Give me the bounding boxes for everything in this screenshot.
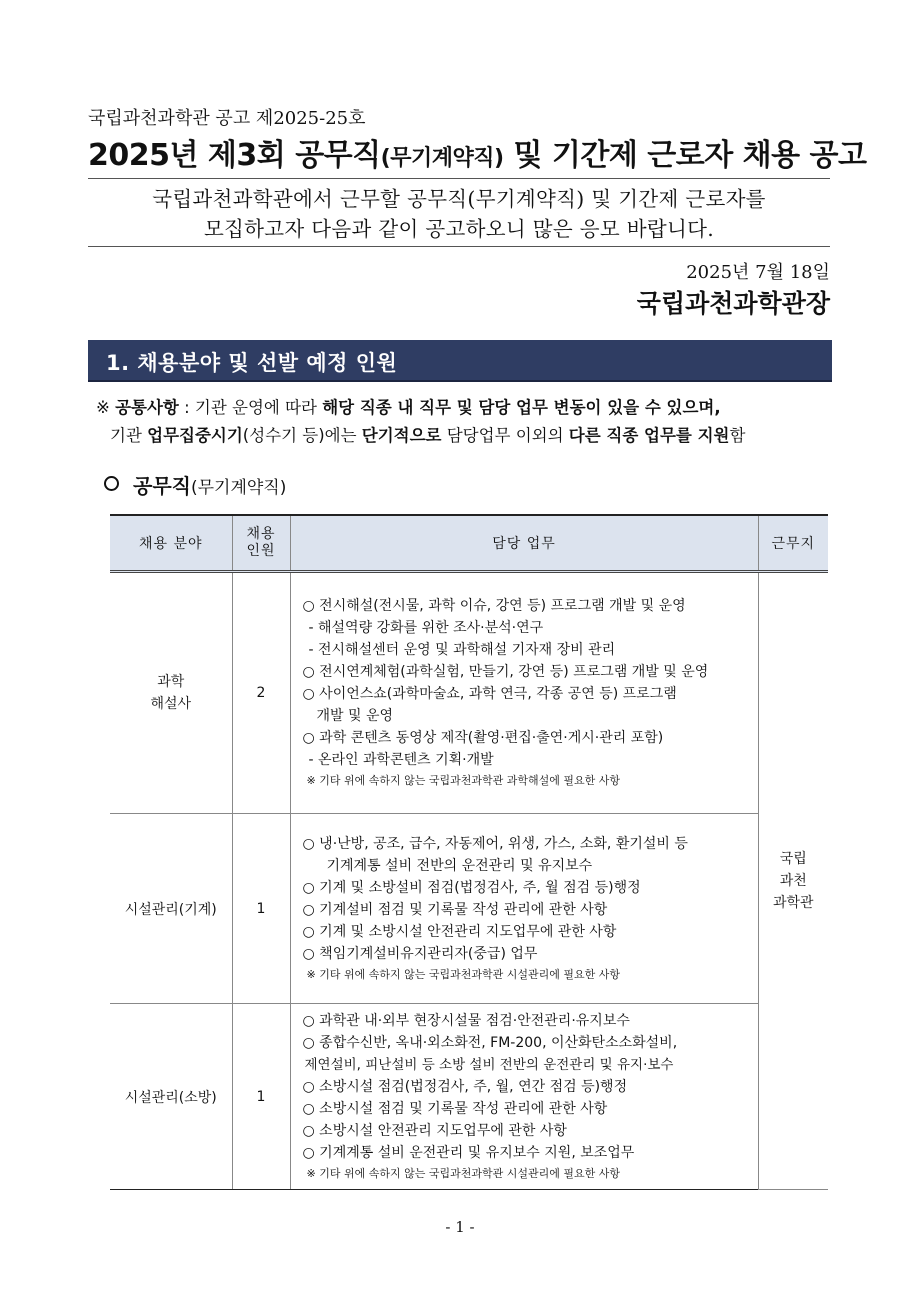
note-emphasis: 업무집중시기 (147, 426, 243, 445)
subsection-label: 공무직 (133, 474, 191, 498)
section-title: 1. 채용분야 및 선발 예정 인원 (106, 351, 398, 375)
note-text: : 기관 운영에 따라 (178, 398, 323, 417)
notice-date: 2025년 7월 18일 (686, 262, 830, 283)
intro-line-1: 국립과천과학관에서 근무할 공무직(무기계약직) 및 기간제 근로자를 (152, 187, 766, 211)
intro-paragraph (88, 184, 830, 244)
header-place: 근무지 (758, 515, 828, 572)
place-cell (758, 572, 828, 1190)
duties-cell (290, 1004, 758, 1190)
header-field: 채용 분야 (110, 515, 232, 572)
common-note-line-1 (96, 394, 745, 422)
duty-note: ※ 기타 위에 속하지 않는 국립과천과학관 시설관리에 필요한 사항 (306, 1166, 620, 1180)
header-count-line: 채용 (246, 526, 276, 542)
subsection-paren: (무기계약직) (190, 478, 287, 498)
note-label: 공통사항 (115, 398, 179, 417)
duty-item: 개발 및 운영 (316, 708, 394, 724)
subsection-heading (104, 470, 286, 499)
title-tail: 및 기간제 근로자 채용 공고 (503, 138, 867, 173)
count-cell: 1 (232, 1004, 290, 1190)
place-line: 국립 (779, 851, 807, 867)
circle-bullet-icon (104, 476, 119, 491)
header-count-line: 인원 (246, 543, 276, 559)
place-line: 과천 (779, 873, 807, 889)
note-emphasis: 단기적으로 (361, 426, 442, 445)
title-rule-top (88, 178, 830, 179)
duty-item: ○ 냉·난방, 공조, 급수, 자동제어, 위생, 가스, 소화, 환기설비 등 (302, 835, 688, 852)
header-count (232, 515, 290, 572)
duties-cell (290, 572, 758, 814)
title-paren: (무기계약직) (380, 146, 504, 171)
note-emphasis: 다른 직종 업무를 지원 (568, 426, 730, 445)
duty-item: ○ 과학 콘텐츠 동영상 제작(촬영·편집·출연·게시·관리 포함) (302, 730, 664, 746)
duty-item: ○ 소방시설 점검(법정검사, 주, 월, 연간 점검 등)행정 (302, 1078, 628, 1095)
field-line: 과학 (157, 674, 185, 690)
note-text: 담당업무 이외의 (441, 426, 569, 445)
title-rule-bottom (88, 246, 830, 247)
duty-item: ○ 종합수신반, 옥내·외소화전, FM-200, 이산화탄소소화설비, (302, 1034, 678, 1051)
duty-item: ○ 기계계통 설비 운전관리 및 유지보수 지원, 보조업무 (302, 1144, 635, 1161)
duty-item: ○ 소방시설 안전관리 지도업무에 관한 사항 (302, 1122, 567, 1139)
common-note-line-2 (96, 422, 745, 450)
title-main: 2025년 제3회 공무직 (88, 138, 381, 173)
note-text: 기관 (110, 426, 148, 445)
section-header-bar (88, 340, 832, 382)
table-header-row (110, 515, 828, 572)
note-emphasis: 해당 직종 내 직무 및 담당 업무 변동이 있을 수 있으며, (322, 398, 721, 417)
note-text: (성수기 등)에는 (242, 426, 362, 445)
page-title (88, 130, 867, 174)
table-row (110, 572, 828, 814)
job-table (110, 514, 828, 1190)
note-mark: ※ (96, 398, 116, 417)
duty-item: 제연설비, 피난설비 등 소방 설비 전반의 운전관리 및 유지·보수 (304, 1056, 674, 1073)
header-duties: 담당 업무 (290, 515, 758, 572)
field-cell: 시설관리(소방) (110, 1004, 232, 1190)
duty-item: - 온라인 과학콘텐츠 기획·개발 (308, 752, 494, 768)
count-cell: 1 (232, 814, 290, 1004)
field-cell (110, 572, 232, 814)
duty-item: ○ 전시해설(전시물, 과학 이슈, 강연 등) 프로그램 개발 및 운영 (302, 598, 686, 614)
issuer-name: 국립과천과학관장 (636, 289, 830, 318)
intro-line-2: 모집하고자 다음과 같이 공고하오니 많은 응모 바랍니다. (203, 217, 715, 241)
place-line: 과학관 (772, 895, 814, 911)
duty-item: 기계계통 설비 전반의 운전관리 및 유지보수 (326, 857, 593, 874)
table-row (110, 1004, 828, 1190)
duty-item: ○ 사이언스쇼(과학마술쇼, 과학 연극, 각종 공연 등) 프로그램 (302, 686, 677, 702)
duty-item: - 해설역량 강화를 위한 조사·분석·연구 (308, 620, 544, 636)
duty-item: ○ 기계 및 소방설비 점검(법정검사, 주, 월 점검 등)행정 (302, 879, 641, 896)
duties-cell (290, 814, 758, 1004)
duty-item: ○ 책임기계설비유지관리자(중급) 업무 (302, 945, 538, 962)
duty-item: ○ 기계 및 소방시설 안전관리 지도업무에 관한 사항 (302, 923, 617, 940)
duty-item: ○ 과학관 내·외부 현장시설물 점검·안전관리·유지보수 (302, 1012, 630, 1029)
table-row (110, 814, 828, 1004)
field-cell: 시설관리(기계) (110, 814, 232, 1004)
duty-note: ※ 기타 위에 속하지 않는 국립과천과학관 과학해설에 필요한 사항 (306, 774, 620, 787)
notice-number: 국립과천과학관 공고 제2025-25호 (88, 108, 366, 129)
field-line: 해설사 (150, 696, 192, 712)
duty-item: ○ 기계설비 점검 및 기록물 작성 관리에 관한 사항 (302, 901, 608, 918)
common-note (96, 394, 745, 450)
note-text: 함 (729, 426, 746, 445)
duty-item: - 전시해설센터 운영 및 과학해설 기자재 장비 관리 (308, 642, 616, 658)
duty-note: ※ 기타 위에 속하지 않는 국립과천과학관 시설관리에 필요한 사항 (306, 967, 620, 981)
count-cell: 2 (232, 572, 290, 814)
duty-item: ○ 전시연계체험(과학실험, 만들기, 강연 등) 프로그램 개발 및 운영 (302, 664, 709, 680)
duty-item: ○ 소방시설 점검 및 기록물 작성 관리에 관한 사항 (302, 1100, 608, 1117)
page-number: - 1 - (445, 1218, 475, 1236)
